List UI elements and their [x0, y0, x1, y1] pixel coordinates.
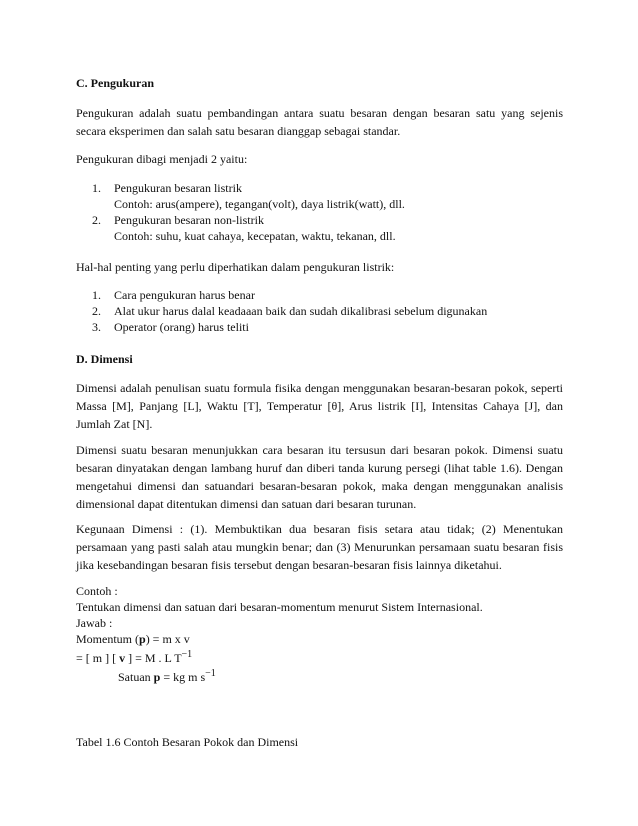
formula-text: = [ m ] [: [76, 651, 120, 665]
momentum-formula: [76, 631, 563, 647]
list-item-text: Cara pengukuran harus benar: [114, 288, 255, 302]
momentum-symbol: p: [139, 632, 146, 646]
answer-label: Jawab :: [76, 616, 113, 630]
list-item: [76, 287, 563, 303]
section-c-heading: C. Pengukuran: [76, 76, 155, 90]
formula-text: ) = m x v: [145, 632, 190, 646]
formula-text: ] = M . L T: [125, 651, 182, 665]
list-item-text: Alat ukur harus dalal keadaaan baik dan sudah dikalibrasi sebelum digunakan: [114, 304, 488, 318]
list-item-example: Contoh: arus(ampere), tegangan(volt), daya listrik(watt), dll.: [114, 197, 405, 211]
table-caption: Tabel 1.6 Contoh Besaran Pokok dan Dimensi: [76, 735, 299, 749]
momentum-dimension: [76, 647, 563, 666]
list-item-example: Contoh: suhu, kuat cahaya, kecepatan, waktu, tekanan, dll.: [114, 229, 396, 243]
exponent: −1: [205, 668, 216, 679]
section-c-paragraph-2: Pengukuran dibagi menjadi 2 yaitu:: [76, 152, 248, 166]
list-item-title: Pengukuran besaran non-listrik: [114, 213, 264, 227]
measurement-types-list: [76, 180, 563, 244]
section-c-paragraph-1: Pengukuran adalah suatu pembandingan antara suatu besaran dengan besaran satu yang sejenis secara eksperimen dan salah satu besaran dianggap sebagai standar.: [76, 106, 563, 138]
example-label: Contoh :: [76, 584, 118, 598]
list-item-title: Pengukuran besaran listrik: [114, 181, 242, 195]
list-number: 3.: [92, 320, 101, 334]
list-item: [76, 319, 563, 335]
section-d-paragraph-1: Dimensi adalah penulisan suatu formula fisika dengan menggunakan besaran-besaran pokok, seperti Massa [M], Panjang [L], Waktu [T], Temperatur [θ], Arus listrik [I], Intensitas Cahaya [J], dan Jumlah Zat [N].: [76, 381, 563, 431]
momentum-symbol: p: [153, 670, 161, 684]
example-block: [76, 583, 563, 685]
list-number: 2.: [92, 304, 101, 318]
section-c-paragraph-3: Hal-hal penting yang perlu diperhatikan dalam pengukuran listrik:: [76, 260, 395, 274]
momentum-unit: [76, 666, 563, 685]
list-item-text: Operator (orang) harus teliti: [114, 320, 249, 334]
velocity-symbol: v: [119, 651, 126, 665]
formula-text: Satuan: [118, 670, 154, 684]
important-points-list: [76, 287, 563, 335]
list-number: 2.: [92, 213, 101, 227]
list-item: [76, 303, 563, 319]
list-number: 1.: [92, 288, 101, 302]
example-question: Tentukan dimensi dan satuan dari besaran-momentum menurut Sistem Internasional.: [76, 600, 483, 614]
list-item: [76, 212, 563, 244]
exponent: −1: [181, 649, 193, 660]
section-d-paragraph-2: Dimensi suatu besaran menunjukkan cara besaran itu tersusun dari besaran pokok. Dimensi suatu besaran dinyatakan dengan lambang huruf dan diberi tanda kurung persegi (lihat table 1.6). Dengan mengetahui dimensi dan satuandari besaran-besaran pokok, maka dengan menggunakan analisis dimensional dapat ditentukan dimensi dan satuan dari besaran turunan.: [76, 443, 563, 511]
list-number: 1.: [92, 181, 101, 195]
formula-text: = kg m s: [160, 670, 206, 684]
list-item: [76, 180, 563, 212]
formula-text: Momentum (: [76, 632, 139, 646]
section-d-heading: D. Dimensi: [76, 352, 133, 366]
section-d-paragraph-3: Kegunaan Dimensi : (1). Membuktikan dua besaran fisis setara atau tidak; (2) Menentukan persamaan yang pasti salah atau mungkin benar; dan (3) Menurunkan persamaan suatu besaran fisis jika kesebandingan besaran fisis tersebut dengan besaran-besaran fisis lainnya diketahui.: [76, 522, 563, 572]
